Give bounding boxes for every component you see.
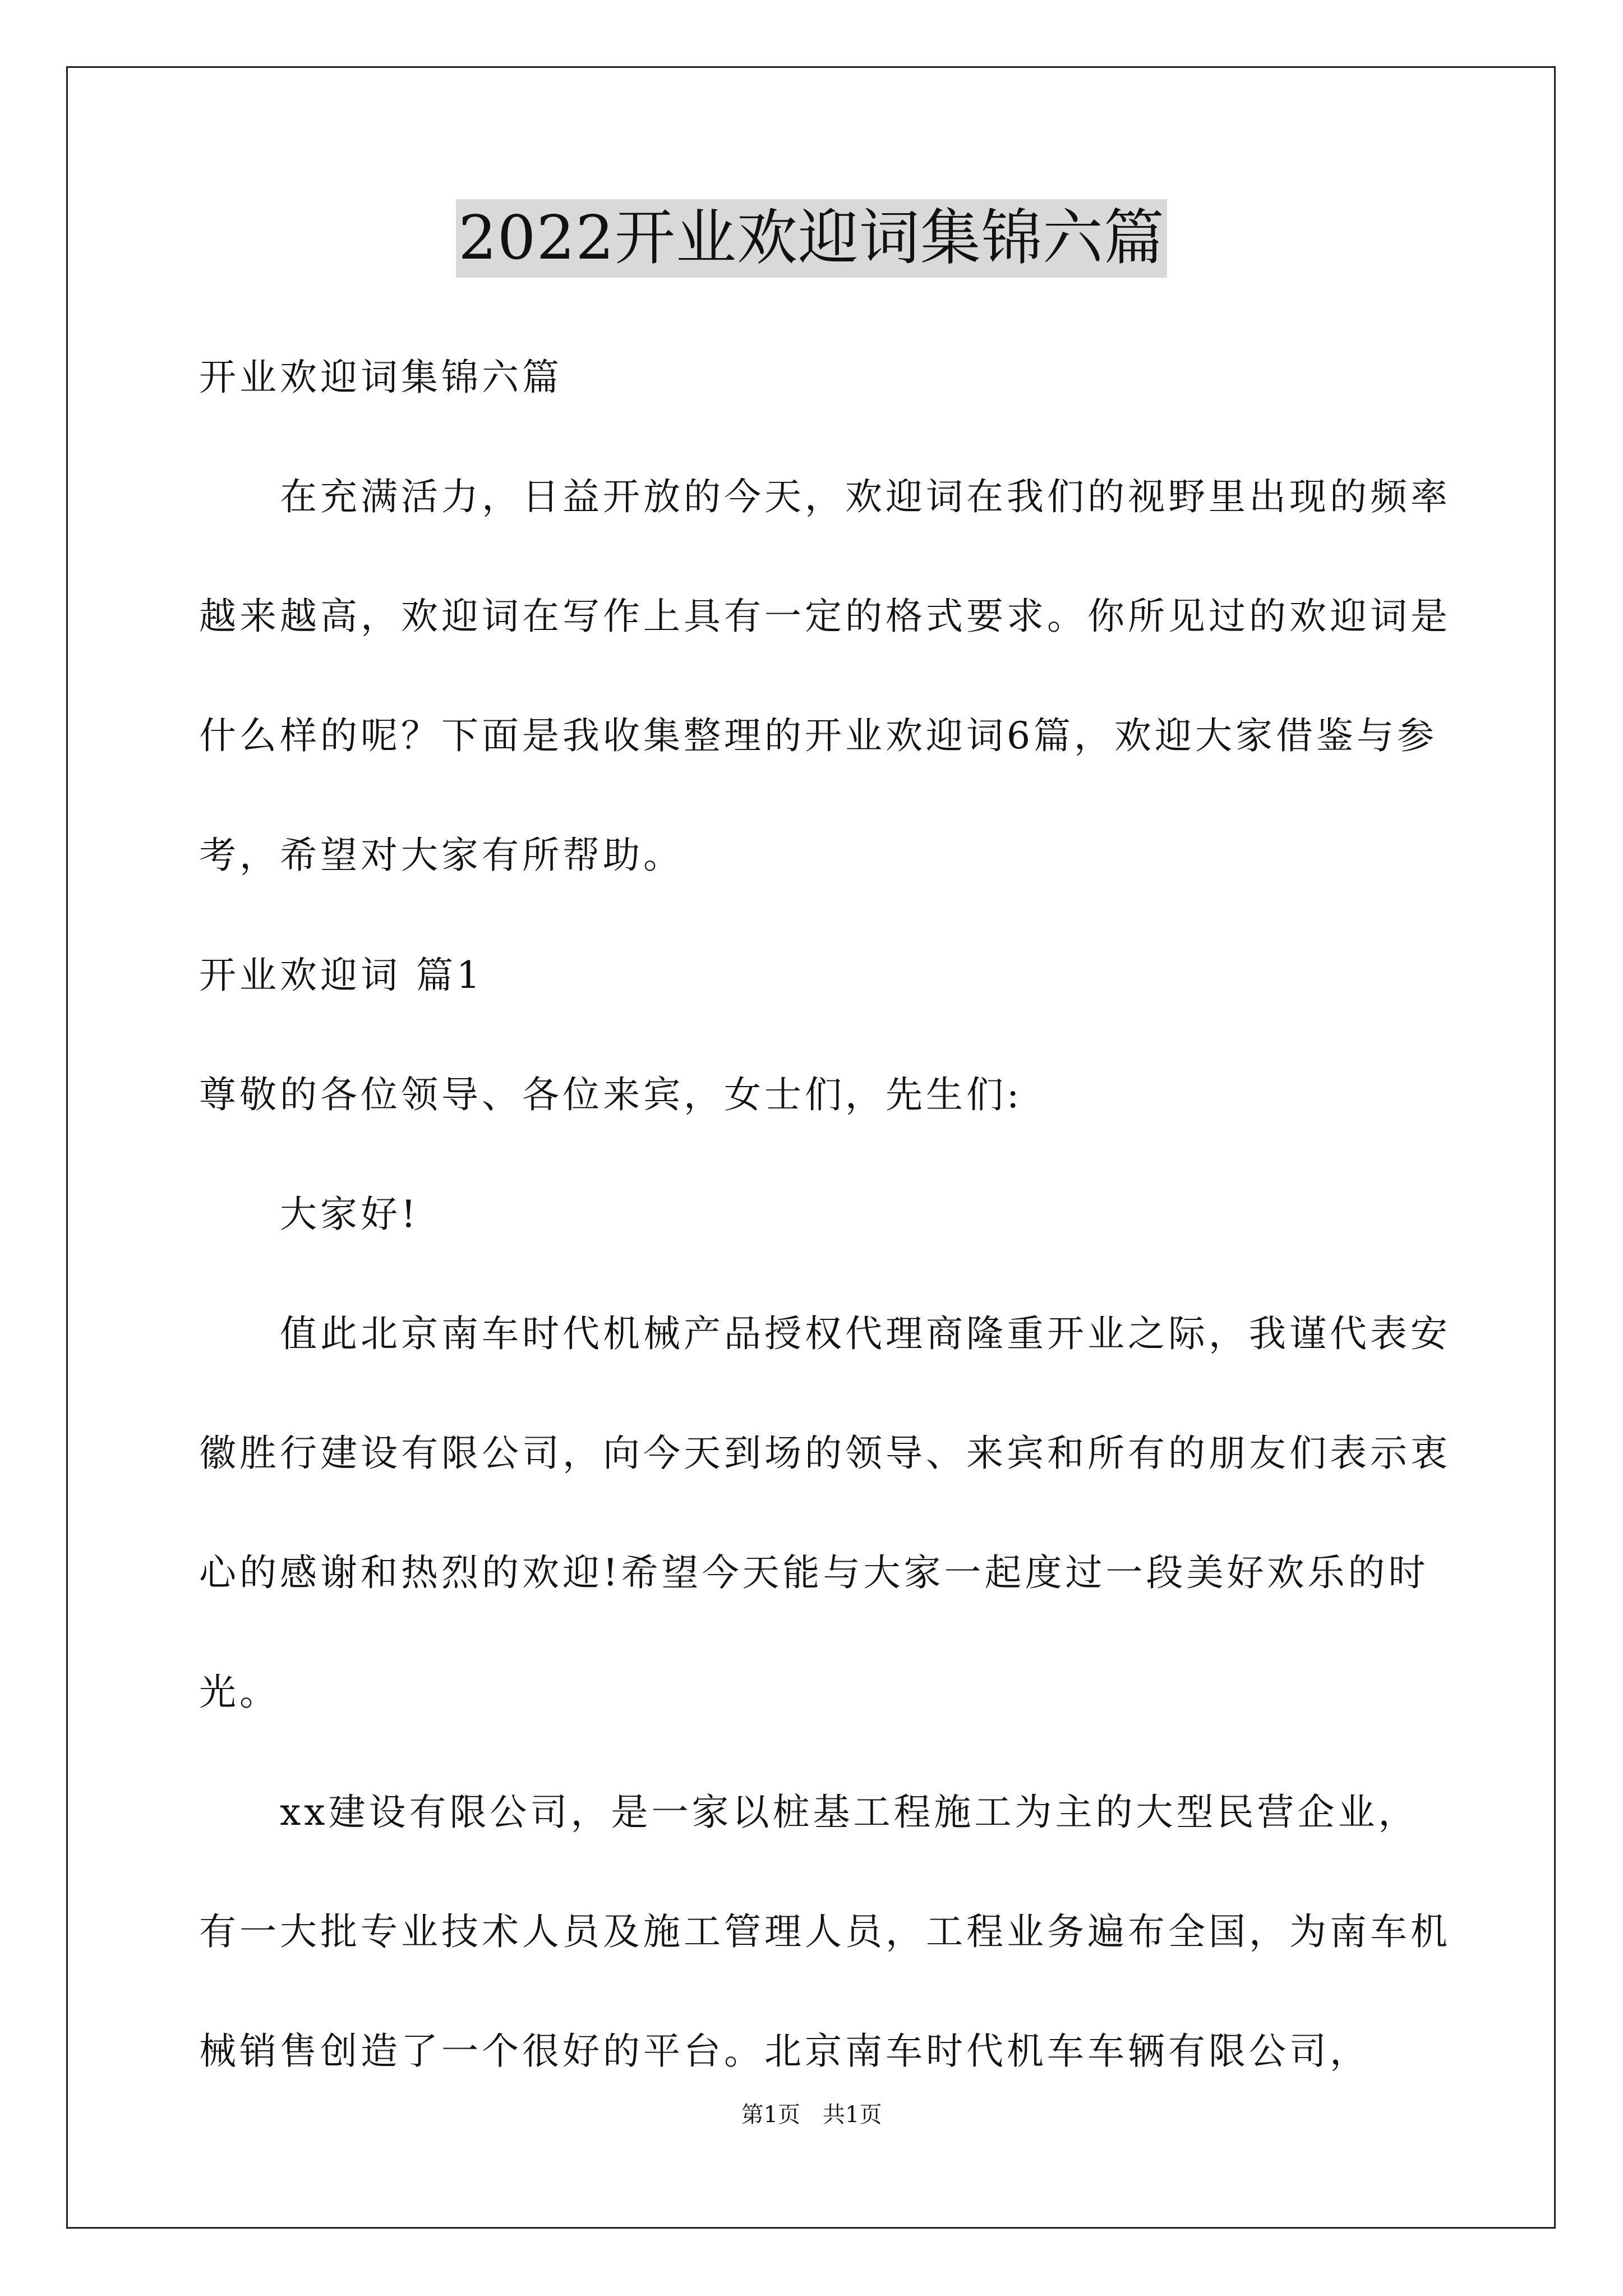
greeting: 大家好! xyxy=(280,1193,419,1236)
intro-paragraph: 在充满活力，日益开放的今天，欢迎词在我们的视野里出现的频率越来越高，欢迎词在写作上具有一定的格式要求。你所见过的欢迎词是什么样的呢？下面是我收集整理的开业欢迎词6篇，欢迎大家借鉴与参考，希望对大家有所帮助。 xyxy=(199,475,1451,877)
document-subtitle: 开业欢迎词集锦六篇 xyxy=(199,356,562,399)
section-heading: 开业欢迎词 篇1 xyxy=(199,954,483,997)
page-number: 第1页 xyxy=(741,2102,800,2128)
body-paragraph-2: xx建设有限公司，是一家以桩基工程施工为主的大型民营企业，有一大批专业技术人员及施工管理人员，工程业务遍布全国，为南车机械销售创造了一个很好的平台。北京南车时代机车车辆有限公司， xyxy=(199,1791,1451,2073)
page-footer xyxy=(0,2098,1623,2132)
page-total: 共1页 xyxy=(823,2102,882,2128)
document-title xyxy=(0,199,1623,278)
body-paragraph-1: 值此北京南车时代机械产品授权代理商隆重开业之际，我谨代表安徽胜行建设有限公司，向今天到场的领导、来宾和所有的朋友们表示衷心的感谢和热烈的欢迎!希望今天能与大家一起度过一段美好欢乐的时光。 xyxy=(199,1312,1451,1714)
salutation: 尊敬的各位领导、各位来宾，女士们，先生们: xyxy=(199,1073,1023,1116)
document-title-text: 2022开业欢迎词集锦六篇 xyxy=(456,199,1167,278)
